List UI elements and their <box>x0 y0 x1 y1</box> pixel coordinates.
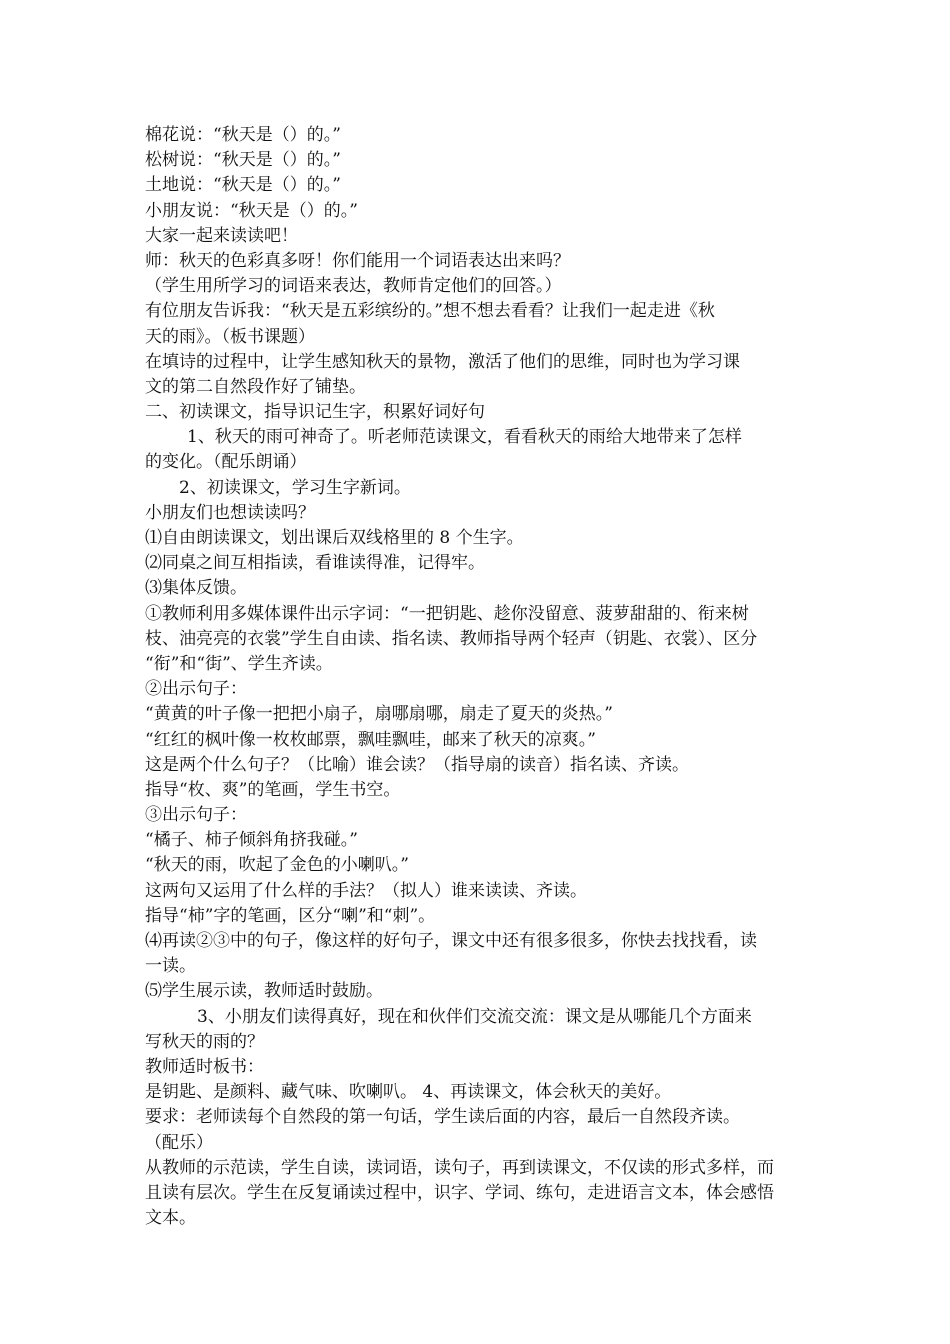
text-line: 要求：老师读每个自然段的第一句话，学生读后面的内容，最后一自然段齐读。 <box>145 1107 740 1128</box>
text-line: “红红的枫叶像一枚枚邮票，飘哇飘哇，邮来了秋天的凉爽。” <box>145 729 596 750</box>
list-item: ⑶集体反馈。 <box>145 578 247 599</box>
text-line: 写秋天的雨的？ <box>145 1031 264 1052</box>
text-line: 的变化。（配乐朗诵） <box>145 452 307 473</box>
text-line: （配乐） <box>145 1132 213 1153</box>
text-line: 文本。 <box>145 1208 196 1229</box>
text-line: 棉花说：“秋天是（）的。” <box>145 125 341 145</box>
text-line: 枝、油亮亮的衣裳”学生自由读、指名读、教师指导两个轻声（钥匙、衣裳）、区分 <box>145 628 758 649</box>
text-line: 3、小朋友们读得真好，现在和伙伴们交流交流：课文是从哪能几个方面来 <box>197 1006 752 1027</box>
text-line: 土地说：“秋天是（）的。” <box>145 175 341 196</box>
text-line: 2、初读课文，学习生字新词。 <box>179 477 411 498</box>
list-item: ①教师利用多媒体课件出示字词：“一把钥匙、趁你没留意、菠萝甜甜的、衔来树 <box>145 603 749 624</box>
text-line: 在填诗的过程中，让学生感知秋天的景物，激活了他们的思维，同时也为学习课 <box>145 351 740 372</box>
text-line: 教师适时板书： <box>145 1056 264 1077</box>
text-line: “橘子、柿子倾斜角挤我碰。” <box>145 830 358 851</box>
list-item: ⑸学生展示读，教师适时鼓励。 <box>145 981 383 1002</box>
text-line: 天的雨》。（板书课题） <box>145 326 315 347</box>
text-line: 松树说：“秋天是（）的。” <box>145 150 341 171</box>
document-body <box>145 123 810 1231</box>
text-line: 是钥匙、是颜料、藏气味、吹喇叭。 4、再读课文，体会秋天的美好。 <box>145 1082 672 1103</box>
text-line: 文的第二自然段作好了铺垫。 <box>145 376 366 397</box>
text-line: 1、秋天的雨可神奇了。听老师范读课文，看看秋天的雨给大地带来了怎样 <box>187 427 742 448</box>
text-line: 小朋友们也想读读吗？ <box>145 502 315 523</box>
text-line: 师：秋天的色彩真多呀！你们能用一个词语表达出来吗？ <box>145 250 570 271</box>
list-item: ②出示句子： <box>145 679 247 700</box>
list-item: ⑵同桌之间互相指读，看谁读得准，记得牢。 <box>145 553 485 574</box>
text-line: 这两句又运用了什么样的手法？（拟人）谁来读读、齐读。 <box>145 880 587 901</box>
text-line: “秋天的雨，吹起了金色的小喇叭。” <box>145 855 409 876</box>
section-heading: 二、初读课文，指导识记生字，积累好词好句 <box>145 402 485 423</box>
text-line: 大家一起来读读吧！ <box>145 225 298 246</box>
text-line: 指导“柿”字的笔画，区分“喇”和“刺”。 <box>145 905 436 926</box>
list-item: ⑷再读②③中的句子，像这样的好句子，课文中还有很多很多，你快去找找看，读 <box>145 931 757 951</box>
text-line: 指导“枚、爽”的笔画，学生书空。 <box>145 779 401 800</box>
text-line: 小朋友说：“秋天是（）的。” <box>145 200 358 221</box>
text-line: （学生用所学习的词语来表达，教师肯定他们的回答。） <box>145 276 562 297</box>
list-item: ③出示句子： <box>145 805 247 826</box>
text-line: 这是两个什么句子？（比喻）谁会读？（指导扇的读音）指名读、齐读。 <box>145 754 689 775</box>
text-line: 有位朋友告诉我：“秋天是五彩缤纷的。”想不想去看看？让我们一起走进《秋 <box>145 301 715 322</box>
text-line: “黄黄的叶子像一把把小扇子，扇哪扇哪，扇走了夏天的炎热。” <box>145 704 613 725</box>
text-line: 从教师的示范读，学生自读，读词语，读句子，再到读课文，不仅读的形式多样，而 <box>145 1157 774 1178</box>
list-item: ⑴自由朗读课文，划出课后双线格里的 8 个生字。 <box>145 528 524 548</box>
text-line: “衔”和“街”、学生齐读。 <box>145 653 333 674</box>
text-line: 一读。 <box>145 956 196 977</box>
text-line: 且读有层次。学生在反复诵读过程中，识字、学词、练句，走进语言文本，体会感悟 <box>145 1182 774 1203</box>
